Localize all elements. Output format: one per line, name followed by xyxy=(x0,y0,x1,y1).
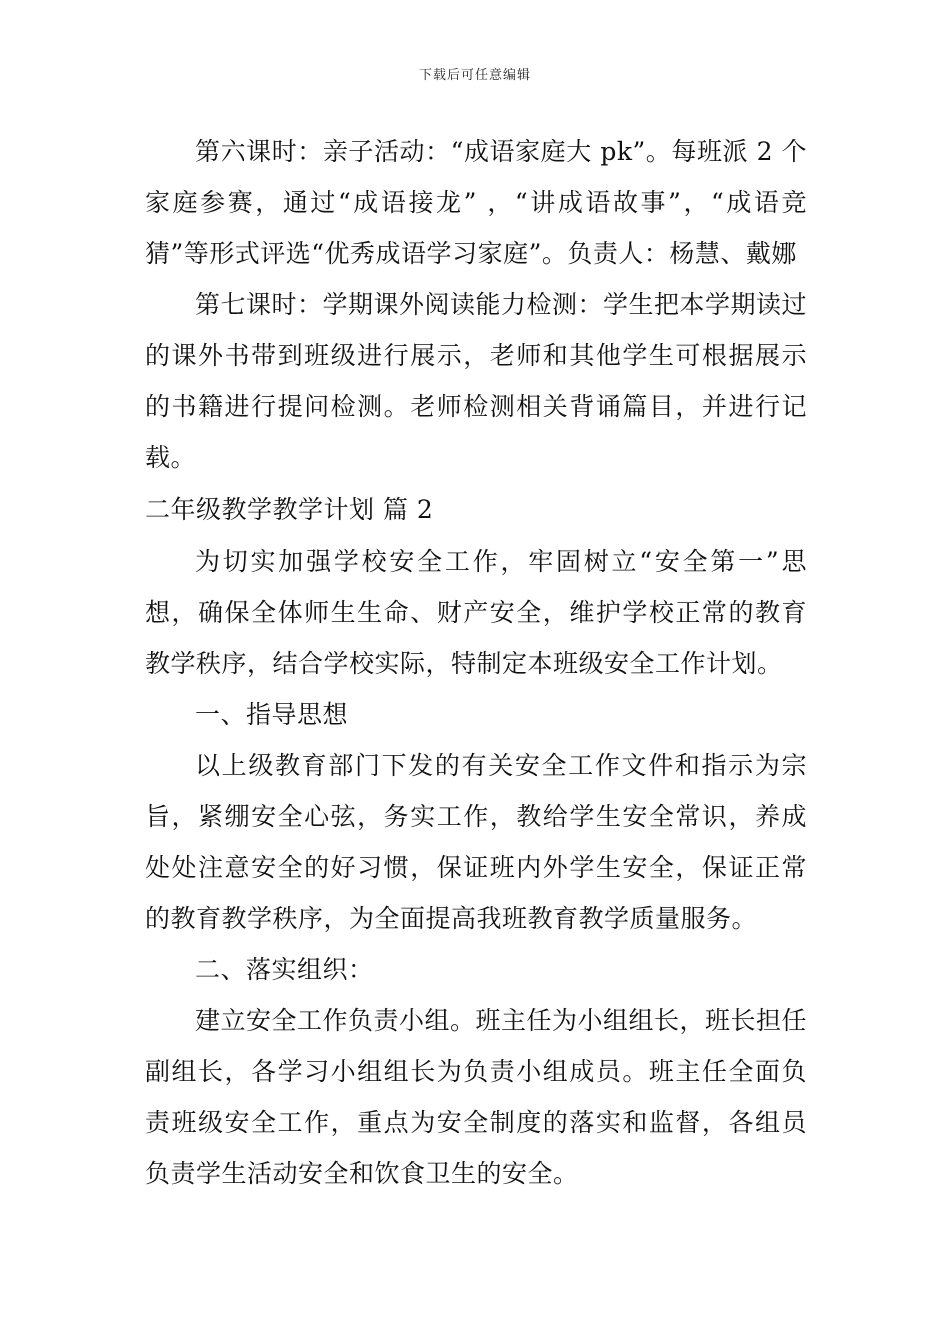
document-body xyxy=(145,126,807,1199)
paragraph-guiding-ideology: 以上级教育部门下发的有关安全工作文件和指示为宗旨，紧绷安全心弦，务实工作，教给学生安全常识，养成处处注意安全的好习惯，保证班内外学生安全，保证正常的教育教学秩序，为全面提高我班教育教学质量服务。 xyxy=(145,751,807,933)
paragraph-lesson-six: 第六课时：亲子活动：“成语家庭大 pk”。每班派 2 个家庭参赛，通过“成语接龙” ，“讲成语故事”，“成语竞猜”等形式评选“优秀成语学习家庭”。负责人：杨慧、戴娜 xyxy=(145,137,807,268)
page-header: 下载后可任意编辑 xyxy=(418,68,531,83)
section-title: 二年级教学教学计划 篇 2 xyxy=(145,495,434,524)
heading-organization: 二、落实组织： xyxy=(195,955,374,984)
paragraph-lesson-seven: 第七课时：学期课外阅读能力检测：学生把本学期读过的课外书带到班级进行展示，老师和其他学生可根据展示的书籍进行提问检测。老师检测相关背诵篇目，并进行记载。 xyxy=(145,290,808,472)
paragraph-organization: 建立安全工作负责小组。班主任为小组组长，班长担任副组长，各学习小组组长为负责小组成员。班主任全面负责班级安全工作，重点为安全制度的落实和监督，各组员负责学生活动安全和饮食卫生的安全。 xyxy=(145,1006,808,1188)
heading-guiding-ideology: 一、指导思想 xyxy=(195,700,349,729)
paragraph-intro: 为切实加强学校安全工作，牢固树立“安全第一”思想，确保全体师生生命、财产安全，维护学校正常的教育教学秩序，结合学校实际，特制定本班级安全工作计划。 xyxy=(145,547,807,678)
